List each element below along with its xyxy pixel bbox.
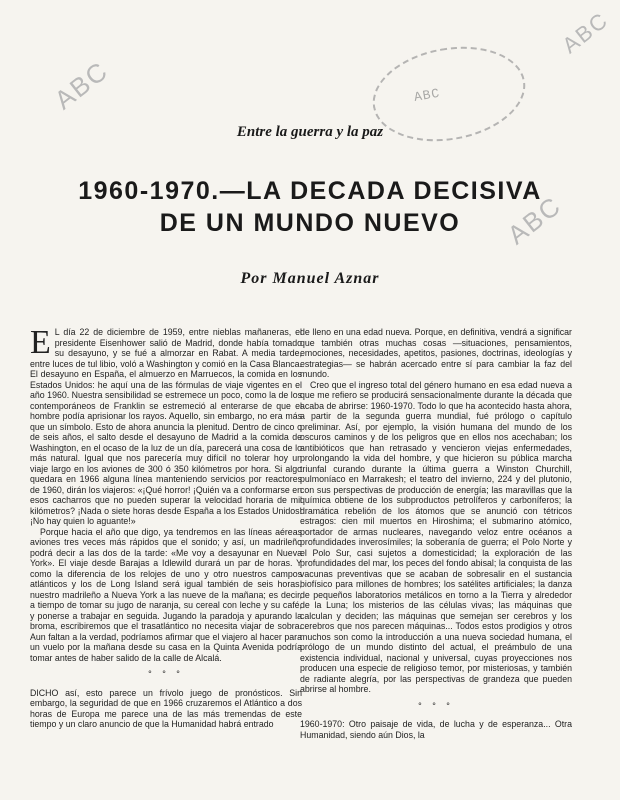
paragraph: de lleno en una edad nueva. Porque, en definitiva, vendrá a significar que también otras muchas cosas —situaciones, pensamientos, emociones, necesidades, apetitos, pasiones, doctrinas, ideologías y estrategias— se habrán acercado entre sí para cambiar la faz del mundo.	[300, 327, 572, 379]
abc-watermark: ABC	[557, 6, 614, 59]
paragraph	[30, 324, 302, 527]
paragraph: Porque hacia el año que digo, ya tendremos en las líneas aéreas aviones tres veces más rápidos que el sonido; y así, un madrileño podrá decir a las dos de la tarde: «Me voy a desayunar en Nueva York». El viaje desde Barajas a Idlewild durará un par de horas. Y como la diferencia de los relojes de uno y otro nuestros campos atlánticos y los de Long Island será igual también de seis horas, nuestro madrileño a Nueva York a las nueve de la mañana; es decir, a tiempo de tomar su jugo de naranja, su cereal con leche y su café, y ponerse a trabajar en seguida. Jugando la paradoja y apurando la broma, escribiremos que el trasatlántico no necesita viajar de sobra. Aun faltan a la verdad, podríamos afirmar que el viajero al hacer para un vuelo por la mañana desde su casa en la Quinta Avenida podría tomar antes de haber salido de la calle de Alcalá.	[30, 526, 302, 663]
stamp-text: ABC	[412, 85, 442, 106]
article-column-left	[30, 324, 302, 730]
abc-watermark: ABC	[501, 189, 568, 251]
section-separator: ° ° °	[148, 669, 184, 679]
article-column-right	[300, 327, 572, 740]
lead-word: DICHO	[30, 687, 59, 698]
paragraph	[30, 688, 302, 730]
paragraph-text: L día 22 de diciembre de 1959, entre nieblas mañaneras, el presidente Eisenhower salió de Madrid, donde había tomado su desayuno, y se fué a almorzar en Rabat. A media tarde, entre luces de tul libio, voló a Washington y comió en la Casa Blanca. El desayuno en España, el almuerzo en Marruecos, la comida en los Estados Unidos: he aquí una de las fórmulas de viaje vigentes en el año 1960. Nuestra sensibilidad se estremece un poco, como la de los contemporáneos de Franklin se estremeció al enterarse de que el hombre podía aprisionar los rayos. Aquello, sin embargo, no era más que un símbolo. Esto de ahora anuncia la plenitud. Dentro de cinco o de seis años, el salto desde el desayuno de Madrid a la comida de Washington, en el ocaso de la luz de un día, parecerá una cosa de lo más natural. Igual que nos parecería muy difícil no tolerar hoy un viaje largo en los aviones de 300 ó 350 kilómetros por hora. Si algo quedara en 1966 alguna línea manteniendo servicios por reactores de 1960, dirán los viajeros: «¡Qué horror! ¡Quién va a conformarse en esos cacharros que no pueden superar la velocidad horaria de mil kilómetros? ¡Nada o siete horas desde España a los Estados Unidos! ¡No hay quien lo aguante!»	[30, 327, 302, 526]
paragraph: Creo que el ingreso total del género humano en esa edad nueva a que me refiero se producirá sensacionalmente durante la década que acaba de abrirse: 1960-1970. Todo lo que ha acontecido hasta ahora, a partir de la segunda guerra mundial, fué prólogo o capítulo preliminar. Así, por ejemplo, la visión humana del mundo de los oscuros caminos y de los peligros que en ellos nos acechaban; los antibióticos que han retrasado y vencieron viejas enfermedades, prolongando la vida del hombre, y que hicieron su pública marcha triunfal curando durante la última guerra a Winston Churchill, pulmoníaco en Marrakesh; el teatro del invierno, 224 y del plutonio, con sus perspectivas de producción de energía; las maravillas que la química obtiene de los subproductos petrolíferos y carboníferos; la dramática rebelión de los átomos que se anunció con tétricos estragos: cien mil muertos en Hiroshima; el submarino atómico, portador de armas nucleares, navegando veloz entre océanos a profundidades inverosímiles; la soberanía de guerra; el Polo Norte y el Polo Sur, casi sujetos a domesticidad; la exploración de las profundidades del mar, los peces del fondo abisal; la conquista de las vacunas preventivas que se acaban de sobresalir en el sustancia biofísico para millones de hombres; los satélites artificiales; la danza de pequeños laboratorios metálicos en torno a la Tierra y alrededor de la Luna; los misterios de las células vivas; las máquinas que calculan y deciden; las máquinas que semejan ser cerebros y los cerebros que nos parecen máquinas... Todos estos prodigios y otros muchos son como la introducción a una nueva sociedad humana, el prólogo de un mundo distinto del actual, el preámbulo de una existencia individual, nacional y universal, cuyas proyecciones nos producen una especie de religioso temor, por misteriosas, y también de radiante alegría, por las perspectivas de grandeza que pueden abrirse al hombre.	[300, 379, 572, 694]
article-byline: Por Manuel Aznar	[240, 270, 380, 287]
section-kicker: Entre la guerra y la paz	[236, 124, 384, 140]
article-headline: 1960-1970.—LA DECADA DECISIVA DE UN MUNDO NUEVO	[78, 177, 542, 237]
abc-watermark: ABC	[48, 54, 115, 116]
section-separator: ° ° °	[418, 700, 454, 711]
paragraph-text: así, esto parece un frívolo juego de pronósticos. Sin embargo, la seguridad de que en 1966 cruzaremos el Atlántico a dos horas de Europa me parece una de las más tremendas de este tiempo y un claro anuncio de que la Humanidad habrá entrado	[30, 687, 302, 729]
paragraph: 1960-1970: Otro paisaje de vida, de lucha y de esperanza... Otra Humanidad, siendo aún Dios, la	[300, 719, 572, 740]
drop-cap: E	[30, 324, 51, 361]
